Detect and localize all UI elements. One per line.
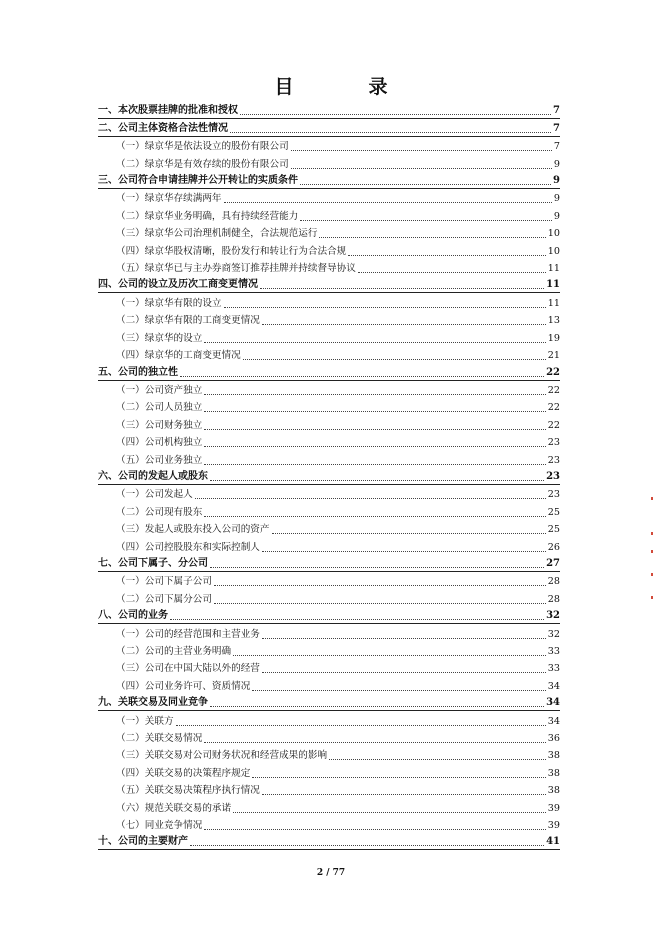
- toc-subsection-entry[interactable]: [98, 241, 560, 258]
- toc-entry-page: 22: [547, 402, 560, 414]
- toc-subsection-entry[interactable]: [98, 224, 560, 241]
- toc-subsection-entry[interactable]: [98, 781, 560, 798]
- dot-leader: [300, 184, 551, 185]
- toc-entry-label: （一）关联方: [116, 715, 174, 727]
- dot-leader: [291, 150, 552, 151]
- toc-entry-page: 41: [546, 836, 560, 848]
- dot-leader: [230, 132, 551, 133]
- toc-entry-page: 11: [546, 279, 560, 291]
- dot-leader: [329, 759, 546, 760]
- toc-entry-label: 十、公司的主要财产: [98, 836, 188, 848]
- toc-subsection-entry[interactable]: [98, 398, 560, 415]
- toc-entry-page: 34: [546, 697, 560, 709]
- toc-subsection-entry[interactable]: [98, 450, 560, 467]
- dot-leader: [214, 603, 546, 604]
- dot-leader: [252, 690, 545, 691]
- toc-section-entry[interactable]: [98, 694, 560, 711]
- toc-entry-page: 9: [553, 193, 560, 205]
- edge-stamp-fragment: [651, 497, 653, 500]
- toc-subsection-entry[interactable]: [98, 502, 560, 519]
- toc-entry-label: （五）公司业务独立: [116, 454, 203, 466]
- toc-entry-page: 28: [547, 576, 560, 588]
- toc-section-entry[interactable]: [98, 172, 560, 189]
- dot-leader: [204, 464, 545, 465]
- dot-leader: [224, 307, 546, 308]
- toc-entry-page: 33: [547, 646, 560, 657]
- toc-entry-label: （一）绿京华是依法设立的股份有限公司: [116, 141, 289, 153]
- toc-entry-page: 25: [547, 506, 560, 518]
- toc-entry-page: 10: [547, 245, 560, 257]
- toc-subsection-entry[interactable]: [98, 729, 560, 746]
- dot-leader: [262, 794, 546, 795]
- dot-leader: [204, 411, 545, 412]
- toc-entry-label: （四）绿京华的工商变更情况: [116, 350, 241, 362]
- toc-subsection-entry[interactable]: [98, 346, 560, 363]
- toc-entry-label: 八、公司的业务: [98, 610, 168, 622]
- toc-entry-label: （一）绿京华存续满两年: [116, 193, 222, 205]
- toc-entry-page: 7: [553, 141, 560, 153]
- dot-leader: [262, 324, 546, 325]
- dot-leader: [180, 376, 544, 377]
- dot-leader: [210, 480, 544, 481]
- dot-leader: [204, 742, 545, 743]
- dot-leader: [190, 845, 544, 846]
- dot-leader: [348, 255, 546, 256]
- toc-entry-label: （三）发起人或股东投入公司的资产: [116, 524, 270, 536]
- dot-leader: [291, 168, 552, 169]
- dot-leader: [210, 706, 544, 707]
- dot-leader: [204, 342, 545, 343]
- toc-entry-page: 23: [547, 437, 560, 449]
- toc-entry-label: （四）关联交易的决策程序规定: [116, 767, 251, 779]
- dot-leader: [224, 202, 552, 203]
- toc-entry-page: 33: [547, 663, 560, 675]
- toc-entry-label: （三）绿京华的设立: [116, 332, 203, 344]
- toc-subsection-entry[interactable]: [98, 259, 560, 276]
- dot-leader: [240, 114, 551, 115]
- edge-stamp-fragment: [651, 596, 653, 599]
- toc-entry-page: 22: [547, 419, 560, 431]
- toc-entry-label: （二）公司下属分公司: [116, 593, 212, 605]
- dot-leader: [204, 394, 545, 395]
- toc-subsection-entry[interactable]: [98, 189, 560, 206]
- toc-subsection-entry[interactable]: [98, 485, 560, 502]
- toc-entry-label: （二）绿京华有限的工商变更情况: [116, 315, 260, 327]
- toc-subsection-entry[interactable]: [98, 816, 560, 833]
- toc-entry-label: （三）绿京华公司治理机制健全，合法规范运行: [116, 228, 318, 240]
- toc-entry-label: 七、公司下属子、分公司: [98, 557, 208, 569]
- edge-stamp-fragment: [651, 573, 653, 576]
- toc-entry-page: 11: [547, 263, 560, 275]
- toc-subsection-entry[interactable]: [98, 624, 560, 641]
- toc-section-entry[interactable]: [98, 276, 560, 293]
- dot-leader: [262, 638, 546, 639]
- toc-entry-page: 9: [553, 210, 560, 222]
- toc-entry-label: （七）同业竞争情况: [116, 820, 203, 832]
- toc-entry-page: 13: [547, 315, 560, 327]
- toc-section-entry[interactable]: [98, 555, 560, 572]
- toc-entry-label: （五）关联交易决策程序执行情况: [116, 785, 260, 797]
- toc-subsection-entry[interactable]: [98, 293, 560, 310]
- toc-entry-page: 38: [547, 785, 560, 797]
- toc-entry-label: （一）绿京华有限的设立: [116, 297, 222, 309]
- toc-entry-page: 21: [547, 350, 560, 362]
- toc-entry-label: （六）规范关联交易的承诺: [116, 802, 232, 814]
- toc-subsection-entry[interactable]: [98, 206, 560, 223]
- toc-entry-page: 22: [546, 366, 560, 378]
- toc-subsection-entry[interactable]: [98, 415, 560, 432]
- toc-section-entry[interactable]: [98, 363, 560, 380]
- toc-entry-page: 7: [553, 105, 560, 117]
- toc-entry-label: （一）公司发起人: [116, 489, 193, 501]
- toc-entry-page: 34: [547, 680, 560, 692]
- toc-subsection-entry[interactable]: [98, 659, 560, 676]
- toc-entry-page: 11: [547, 297, 560, 309]
- dot-leader: [210, 567, 544, 568]
- dot-leader: [204, 429, 545, 430]
- toc-subsection-entry[interactable]: [98, 381, 560, 398]
- toc-entry-label: （二）公司人员独立: [116, 402, 203, 414]
- toc-subsection-entry[interactable]: [98, 711, 560, 728]
- toc-subsection-entry[interactable]: [98, 433, 560, 450]
- toc-entry-label: （二）绿京华是有效存续的股份有限公司: [116, 158, 289, 170]
- dot-leader: [214, 585, 546, 586]
- toc-entry-label: （一）公司的经营范围和主营业务: [116, 628, 260, 640]
- toc-entry-page: 36: [547, 733, 560, 745]
- toc-entry-label: 二、公司主体资格合法性情况: [98, 122, 228, 134]
- dot-leader: [262, 551, 546, 552]
- toc-entry-label: 一、本次股票挂牌的批准和授权: [98, 105, 238, 117]
- toc-subsection-entry[interactable]: [98, 137, 560, 154]
- toc-subsection-entry[interactable]: [98, 154, 560, 171]
- page-title: 目 录: [274, 76, 416, 98]
- toc-subsection-entry[interactable]: [98, 589, 560, 606]
- toc-entry-page: 39: [547, 820, 560, 832]
- dot-leader: [176, 725, 546, 726]
- dot-leader: [170, 619, 544, 620]
- dot-leader: [300, 220, 552, 221]
- dot-leader: [260, 288, 544, 289]
- toc-entry-page: 38: [547, 750, 560, 762]
- toc-entry-label: 六、公司的发起人或股东: [98, 470, 208, 482]
- toc-subsection-entry[interactable]: [98, 763, 560, 780]
- edge-stamp-fragment: [651, 550, 653, 553]
- toc-entry-page: 27: [546, 557, 560, 569]
- dot-leader: [319, 237, 545, 238]
- toc-entry-label: （二）公司现有股东: [116, 506, 203, 518]
- toc-entry-page: 7: [553, 122, 560, 134]
- toc-subsection-entry[interactable]: [98, 746, 560, 763]
- toc-entry-page: 32: [547, 628, 560, 640]
- toc-entry-label: 九、关联交易及同业竞争: [98, 697, 208, 709]
- toc-subsection-entry[interactable]: [98, 572, 560, 589]
- edge-stamp-fragment: [651, 532, 653, 535]
- toc-entry-label: （四）绿京华股权清晰，股份发行和转让行为合法合规: [116, 245, 347, 257]
- dot-leader: [262, 672, 546, 673]
- dot-leader: [252, 777, 545, 778]
- toc-entry-label: （二）关联交易情况: [116, 733, 203, 745]
- dot-leader: [233, 655, 546, 656]
- toc-entry-page: 39: [547, 802, 560, 814]
- toc-entry-page: 38: [547, 767, 560, 779]
- toc-subsection-entry[interactable]: [98, 520, 560, 537]
- dot-leader: [233, 812, 546, 813]
- toc-entry-label: （一）公司下属子公司: [116, 576, 212, 588]
- toc-entry-page: 19: [547, 332, 560, 344]
- toc-entry-page: 9: [553, 175, 560, 187]
- toc-entry-page: 9: [553, 158, 560, 170]
- dot-leader: [204, 446, 545, 447]
- toc-entry-label: （二）公司的主营业务明确: [116, 646, 232, 657]
- table-of-contents: [98, 102, 560, 850]
- toc-section-entry[interactable]: [98, 833, 560, 850]
- toc-entry-page: 28: [547, 593, 560, 605]
- dot-leader: [195, 498, 546, 499]
- toc-entry-label: （三）关联交易对公司财务状况和经营成果的影响: [116, 750, 328, 762]
- toc-entry-label: （三）公司财务独立: [116, 419, 203, 431]
- toc-entry-label: （三）公司在中国大陆以外的经营: [116, 663, 260, 675]
- toc-subsection-entry[interactable]: [98, 328, 560, 345]
- toc-entry-page: 23: [546, 470, 560, 482]
- toc-subsection-entry[interactable]: [98, 642, 560, 659]
- toc-entry-page: 23: [547, 489, 560, 501]
- toc-entry-label: （二）绿京华业务明确，具有持续经营能力: [116, 210, 299, 222]
- dot-leader: [358, 272, 546, 273]
- toc-entry-page: 25: [547, 524, 560, 536]
- toc-subsection-entry[interactable]: [98, 798, 560, 815]
- toc-entry-page: 26: [547, 541, 560, 553]
- toc-section-entry[interactable]: [98, 102, 560, 119]
- toc-entry-label: 五、公司的独立性: [98, 366, 178, 378]
- toc-entry-label: 三、公司符合申请挂牌并公开转让的实质条件: [98, 175, 298, 187]
- toc-entry-page: 34: [547, 715, 560, 727]
- toc-subsection-entry[interactable]: [98, 676, 560, 693]
- toc-entry-label: （四）公司业务许可、资质情况: [116, 680, 251, 692]
- page-number: 2 / 77: [316, 868, 346, 878]
- toc-subsection-entry[interactable]: [98, 537, 560, 554]
- toc-entry-page: 22: [547, 384, 560, 396]
- toc-entry-label: （五）绿京华已与主办券商签订推荐挂牌并持续督导协议: [116, 263, 356, 275]
- dot-leader: [204, 829, 545, 830]
- toc-entry-label: （一）公司资产独立: [116, 384, 203, 396]
- toc-entry-page: 32: [546, 610, 560, 622]
- toc-section-entry[interactable]: [98, 119, 560, 136]
- dot-leader: [204, 516, 545, 517]
- toc-entry-label: （四）公司机构独立: [116, 437, 203, 449]
- toc-section-entry[interactable]: [98, 607, 560, 624]
- dot-leader: [272, 533, 546, 534]
- toc-entry-label: 四、公司的设立及历次工商变更情况: [98, 279, 258, 291]
- toc-entry-page: 10: [547, 228, 560, 240]
- toc-entry-page: 23: [547, 454, 560, 466]
- toc-subsection-entry[interactable]: [98, 311, 560, 328]
- dot-leader: [243, 359, 546, 360]
- toc-section-entry[interactable]: [98, 468, 560, 485]
- toc-entry-label: （四）公司控股股东和实际控制人: [116, 541, 260, 553]
